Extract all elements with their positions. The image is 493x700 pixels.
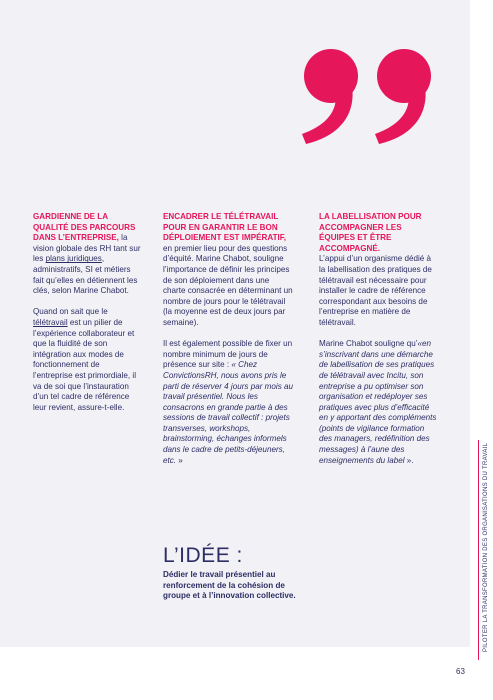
idee-text: Dédier le travail présentiel au renforcement de la cohésion de groupe et à l’innovation collective. [163, 570, 296, 601]
col2-paragraph-1 [163, 212, 293, 329]
closing-quote-icon [296, 38, 446, 148]
col3-text: L’appui d’un organisme dédié à la labellisation des pratiques de télétravail est nécessaire pour installer le cadre de référence correspondant aux besoins de l’entreprise en matière de télétravail. [319, 254, 432, 327]
col2-text: Il est également possible de fixer un nombre minimum de jours de présence sur site : [163, 339, 293, 370]
col1-underlined: plans juridiques [45, 254, 102, 264]
col3-paragraph-2 [319, 339, 437, 466]
idee-title: L’IDÉE : [163, 544, 243, 567]
col1-text: la vision globale des RH tant sur les [33, 233, 141, 264]
col2-quote: « Chez ConvictionsRH, nous avons pris le parti de réserver 4 jours par mois au travail présentiel. Nous les consacrons en grande partie à des sessions de travail collectif : projets transverses, workshops, brainstorming, échanges informels dans le cadre de petits-déjeuners, etc. [163, 360, 294, 465]
column-2 [163, 212, 293, 477]
col2-text: » [176, 455, 183, 465]
col1-heading: GARDIENNE DE LA QUALITÉ DES PARCOURS DANS L’ENTREPRISE, [33, 212, 136, 243]
col2-heading: ENCADRER LE TÉLÉTRAVAIL POUR EN GARANTIR LE BON DÉPLOIEMENT EST IMPÉRATIF, [163, 212, 287, 243]
column-1 [33, 212, 141, 424]
col3-text: ». [404, 455, 414, 465]
col3-paragraph-1 [319, 254, 437, 328]
col1-text: Quand on sait que le [33, 307, 108, 317]
page-number: 63 [456, 667, 465, 676]
col3-quote: «en s’inscrivant dans une démarche de labellisation de ses pratiques de télétravail avec Incitu, son entreprise a pu optimiser son organisation et redéployer ses pratiques avec plus d’efficacité en y apportant des compléments (points de vigilance formation des managers, redéfinition des messages) à l’aune des enseignements du label [319, 339, 437, 465]
col2-text: en premier lieu pour des questions d’équité. Marine Chabot, souligne l’importance de définir les principes de son déploiement dans une charte consacrée en déterminant un nombre de jours pour le télétravail (la moyenne est de deux jours par semaine). [163, 243, 293, 327]
col1-text: , administratifs, SI et métiers fait qu’elles en détiennent les clés, selon Marine Chabot. [33, 254, 138, 296]
col1-paragraph-1 [33, 212, 141, 297]
column-3 [319, 212, 437, 477]
section-side-label: PILOTER LA TRANSFORMATION DES ORGANISATIONS DU TRAVAIL [483, 442, 489, 652]
side-divider [478, 440, 479, 660]
col3-text: Marine Chabot souligne qu’ [319, 339, 418, 349]
col3-heading: LA LABELLISATION POUR ACCOMPAGNER LES ÉQUIPES ET ÊTRE ACCOMPAGNÉ. [319, 212, 422, 253]
col1-text: est un pilier de l’expérience collaborateur et que la fluidité de son intégration aux modes de fonctionnement de l’entreprise est primordiale, il va de soi que l’instauration d’un tel cadre de référence leur revient, assure-t-elle. [33, 317, 137, 412]
col3-paragraph-0 [319, 212, 437, 254]
col1-underlined: télétravail [33, 317, 68, 327]
col1-paragraph-2 [33, 307, 141, 413]
col2-paragraph-2 [163, 339, 293, 466]
